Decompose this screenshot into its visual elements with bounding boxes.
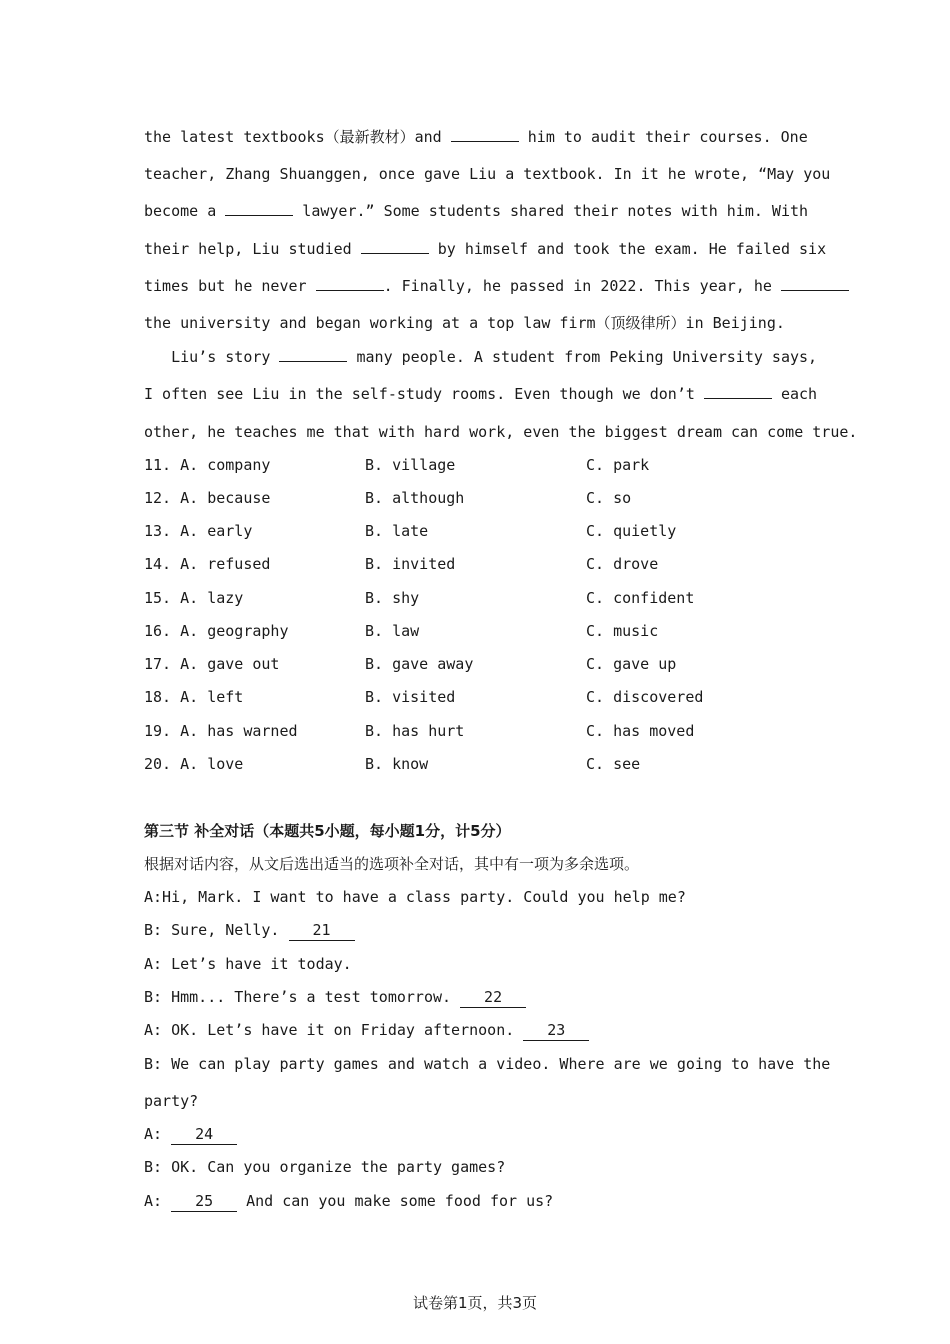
answer-blank — [316, 276, 384, 291]
dialogue-line: A: Let’s have it today. — [144, 955, 352, 973]
option-a: 17. A. gave out — [144, 655, 280, 673]
option-b: B. know — [365, 755, 429, 773]
text: A: — [144, 1125, 172, 1143]
option-c: C. see — [586, 755, 641, 773]
passage-line-5 — [144, 276, 849, 296]
option-c: C. has moved — [586, 722, 695, 740]
passage-line-6: the university and began working at a top law firm（顶级律所）in Beijing. — [144, 314, 785, 332]
option-a: 16. A. geography — [144, 622, 289, 640]
option-a: 14. A. refused — [144, 555, 271, 573]
option-b: B. has hurt — [365, 722, 465, 740]
text: B: Hmm... There’s a test tomorrow. — [144, 988, 461, 1006]
option-b: B. invited — [365, 555, 456, 573]
passage-line-9: other, he teaches me that with hard work, even the biggest dream can come true. — [144, 423, 858, 441]
answer-blank — [225, 201, 293, 216]
page-footer: 试卷第1页，共3页 — [412, 1294, 538, 1312]
option-a: 11. A. company — [144, 456, 271, 474]
option-b: B. village — [365, 456, 456, 474]
dialogue-line: B: We can play party games and watch a video. Where are we going to have the — [144, 1055, 831, 1073]
dialogue-line: A:Hi, Mark. I want to have a class party. Could you help me? — [144, 888, 686, 906]
text: lawyer.” Some students shared their notes with him. With — [293, 202, 809, 220]
option-c: C. confident — [586, 589, 695, 607]
dialogue-line — [144, 987, 526, 1008]
answer-blank — [704, 384, 772, 399]
option-a: 15. A. lazy — [144, 589, 244, 607]
text: times but he never — [144, 277, 316, 295]
answer-blank — [781, 276, 849, 291]
answer-blank — [279, 347, 347, 362]
dialogue-line — [144, 1191, 553, 1212]
text: . Finally, he passed in 2022. This year, he — [383, 277, 781, 295]
option-a: 20. A. love — [144, 755, 244, 773]
blank-23: 23 — [523, 1020, 589, 1041]
option-a: 13. A. early — [144, 522, 253, 540]
text: their help, Liu studied — [144, 240, 361, 258]
option-c: C. quietly — [586, 522, 677, 540]
text: him to audit their courses. One — [518, 128, 808, 146]
dialogue-line: B: OK. Can you organize the party games? — [144, 1158, 506, 1176]
passage-line-2: teacher, Zhang Shuanggen, once gave Liu a textbook. In it he wrote, “May you — [144, 165, 831, 183]
passage-line-3 — [144, 201, 808, 221]
option-b: B. visited — [365, 688, 456, 706]
dialogue-line — [144, 1124, 237, 1145]
option-b: B. late — [365, 522, 429, 540]
option-c: C. gave up — [586, 655, 677, 673]
blank-25: 25 — [171, 1191, 237, 1212]
passage-line-4 — [144, 239, 826, 259]
dialogue-line — [144, 1020, 589, 1041]
answer-blank — [451, 127, 519, 142]
option-c: C. discovered — [586, 688, 704, 706]
option-a: 18. A. left — [144, 688, 244, 706]
passage-line-1 — [144, 127, 808, 147]
dialogue-line: party? — [144, 1092, 199, 1110]
blank-21: 21 — [289, 920, 355, 941]
option-a: 12. A. because — [144, 489, 271, 507]
text: And can you make some food for us? — [237, 1192, 554, 1210]
text: Liu’s story — [144, 348, 280, 366]
option-c: C. park — [586, 456, 650, 474]
blank-22: 22 — [460, 987, 526, 1008]
text: A: OK. Let’s have it on Friday afternoon. — [144, 1021, 524, 1039]
option-b: B. although — [365, 489, 465, 507]
text: A: — [144, 1192, 172, 1210]
text: the latest textbooks（最新教材）and — [144, 128, 451, 146]
section-heading: 第三节 补全对话（本题共5小题，每小题1分，计5分） — [144, 822, 511, 840]
option-c: C. so — [586, 489, 632, 507]
text: many people. A student from Peking University says, — [347, 348, 818, 366]
dialogue-line — [144, 920, 355, 941]
passage-line-8 — [144, 384, 817, 404]
option-b: B. gave away — [365, 655, 474, 673]
text: each — [771, 385, 818, 403]
option-a: 19. A. has warned — [144, 722, 298, 740]
option-b: B. law — [365, 622, 420, 640]
passage-line-7 — [144, 347, 817, 367]
answer-blank — [361, 239, 429, 254]
section-instruction: 根据对话内容，从文后选出适当的选项补全对话，其中有一项为多余选项。 — [144, 855, 640, 873]
text: I often see Liu in the self-study rooms. Even though we don’t — [144, 385, 704, 403]
option-b: B. shy — [365, 589, 420, 607]
text: by himself and took the exam. He failed six — [428, 240, 827, 258]
blank-24: 24 — [171, 1124, 237, 1145]
option-c: C. music — [586, 622, 659, 640]
option-c: C. drove — [586, 555, 659, 573]
text: B: Sure, Nelly. — [144, 921, 289, 939]
text: become a — [144, 202, 226, 220]
